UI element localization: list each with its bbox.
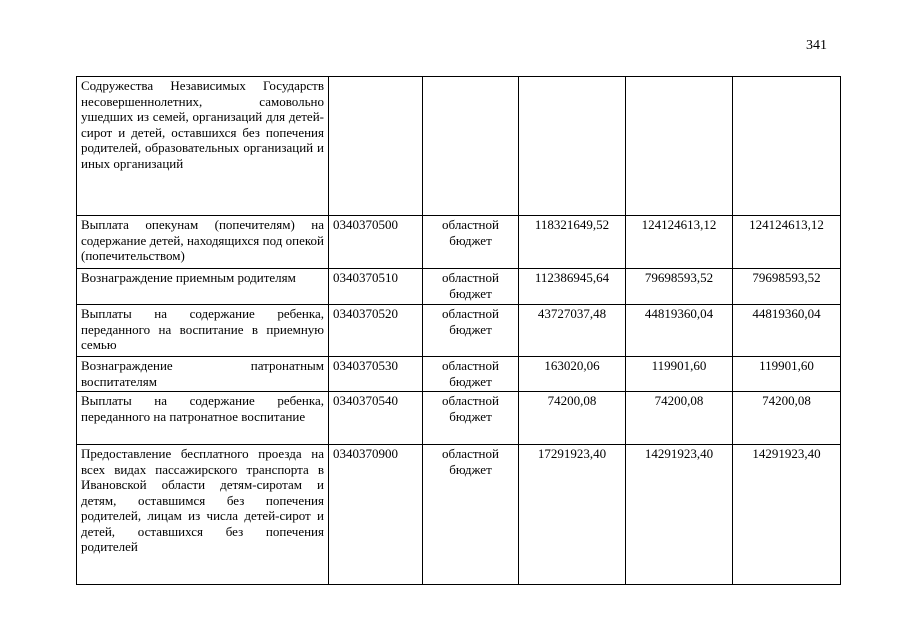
amount-cell-3: 44819360,04	[733, 305, 841, 357]
amount-cell-3: 79698593,52	[733, 269, 841, 305]
program-name-cell: Выплата опекунам (попечителям) на содержание детей, находящихся под опекой (попечительством)	[77, 216, 329, 269]
amount-cell-1: 43727037,48	[519, 305, 626, 357]
amount-cell-2: 79698593,52	[626, 269, 733, 305]
table-row	[77, 445, 841, 585]
amount-cell-2: 74200,08	[626, 392, 733, 445]
amount-cell-3: 74200,08	[733, 392, 841, 445]
program-name-cell: Вознаграждение патронатным воспитателям	[77, 357, 329, 392]
budget-code-cell: 0340370500	[329, 216, 423, 269]
amount-cell-3: 119901,60	[733, 357, 841, 392]
table-row	[77, 77, 841, 216]
funding-source-cell: областной бюджет	[423, 305, 519, 357]
funding-source-cell: областной бюджет	[423, 392, 519, 445]
program-name-cell: Выплаты на содержание ребенка, переданного на воспитание в приемную семью	[77, 305, 329, 357]
table-row	[77, 392, 841, 445]
budget-code-cell: 0340370510	[329, 269, 423, 305]
amount-cell-1: 112386945,64	[519, 269, 626, 305]
amount-cell-1: 163020,06	[519, 357, 626, 392]
funding-source-cell: областной бюджет	[423, 216, 519, 269]
amount-cell-2: 124124613,12	[626, 216, 733, 269]
program-name-cell: Предоставление бесплатного проезда на всех видах пассажирского транспорта в Ивановской области детям-сиротам и детям, оставшимся без попечения родителей, лицам из числа детей-сирот и детей, оставшихся без попечения родителей	[77, 445, 329, 585]
funding-source-cell: областной бюджет	[423, 269, 519, 305]
budget-code-cell: 0340370900	[329, 445, 423, 585]
funding-source-cell: областной бюджет	[423, 357, 519, 392]
amount-cell-3	[733, 77, 841, 216]
program-name-cell: Вознаграждение приемным родителям	[77, 269, 329, 305]
budget-code-cell	[329, 77, 423, 216]
amount-cell-2: 14291923,40	[626, 445, 733, 585]
table-row	[77, 269, 841, 305]
budget-table	[76, 76, 841, 585]
table-row	[77, 357, 841, 392]
budget-code-cell: 0340370540	[329, 392, 423, 445]
amount-cell-1: 74200,08	[519, 392, 626, 445]
funding-source-cell	[423, 77, 519, 216]
table-row	[77, 216, 841, 269]
amount-cell-1	[519, 77, 626, 216]
budget-code-cell: 0340370530	[329, 357, 423, 392]
amount-cell-2	[626, 77, 733, 216]
budget-code-cell: 0340370520	[329, 305, 423, 357]
program-name-cell: Содружества Независимых Государств несовершеннолетних, самовольно ушедших из семей, организаций для детей-сирот и детей, оставшихся без попечения родителей, образовательных организаций и иных организаций	[77, 77, 329, 216]
amount-cell-2: 119901,60	[626, 357, 733, 392]
page-number: 341	[806, 38, 827, 53]
program-name-cell: Выплаты на содержание ребенка, переданного на патронатное воспитание	[77, 392, 329, 445]
funding-source-cell: областной бюджет	[423, 445, 519, 585]
amount-cell-3: 14291923,40	[733, 445, 841, 585]
amount-cell-2: 44819360,04	[626, 305, 733, 357]
amount-cell-3: 124124613,12	[733, 216, 841, 269]
table-row	[77, 305, 841, 357]
amount-cell-1: 118321649,52	[519, 216, 626, 269]
amount-cell-1: 17291923,40	[519, 445, 626, 585]
